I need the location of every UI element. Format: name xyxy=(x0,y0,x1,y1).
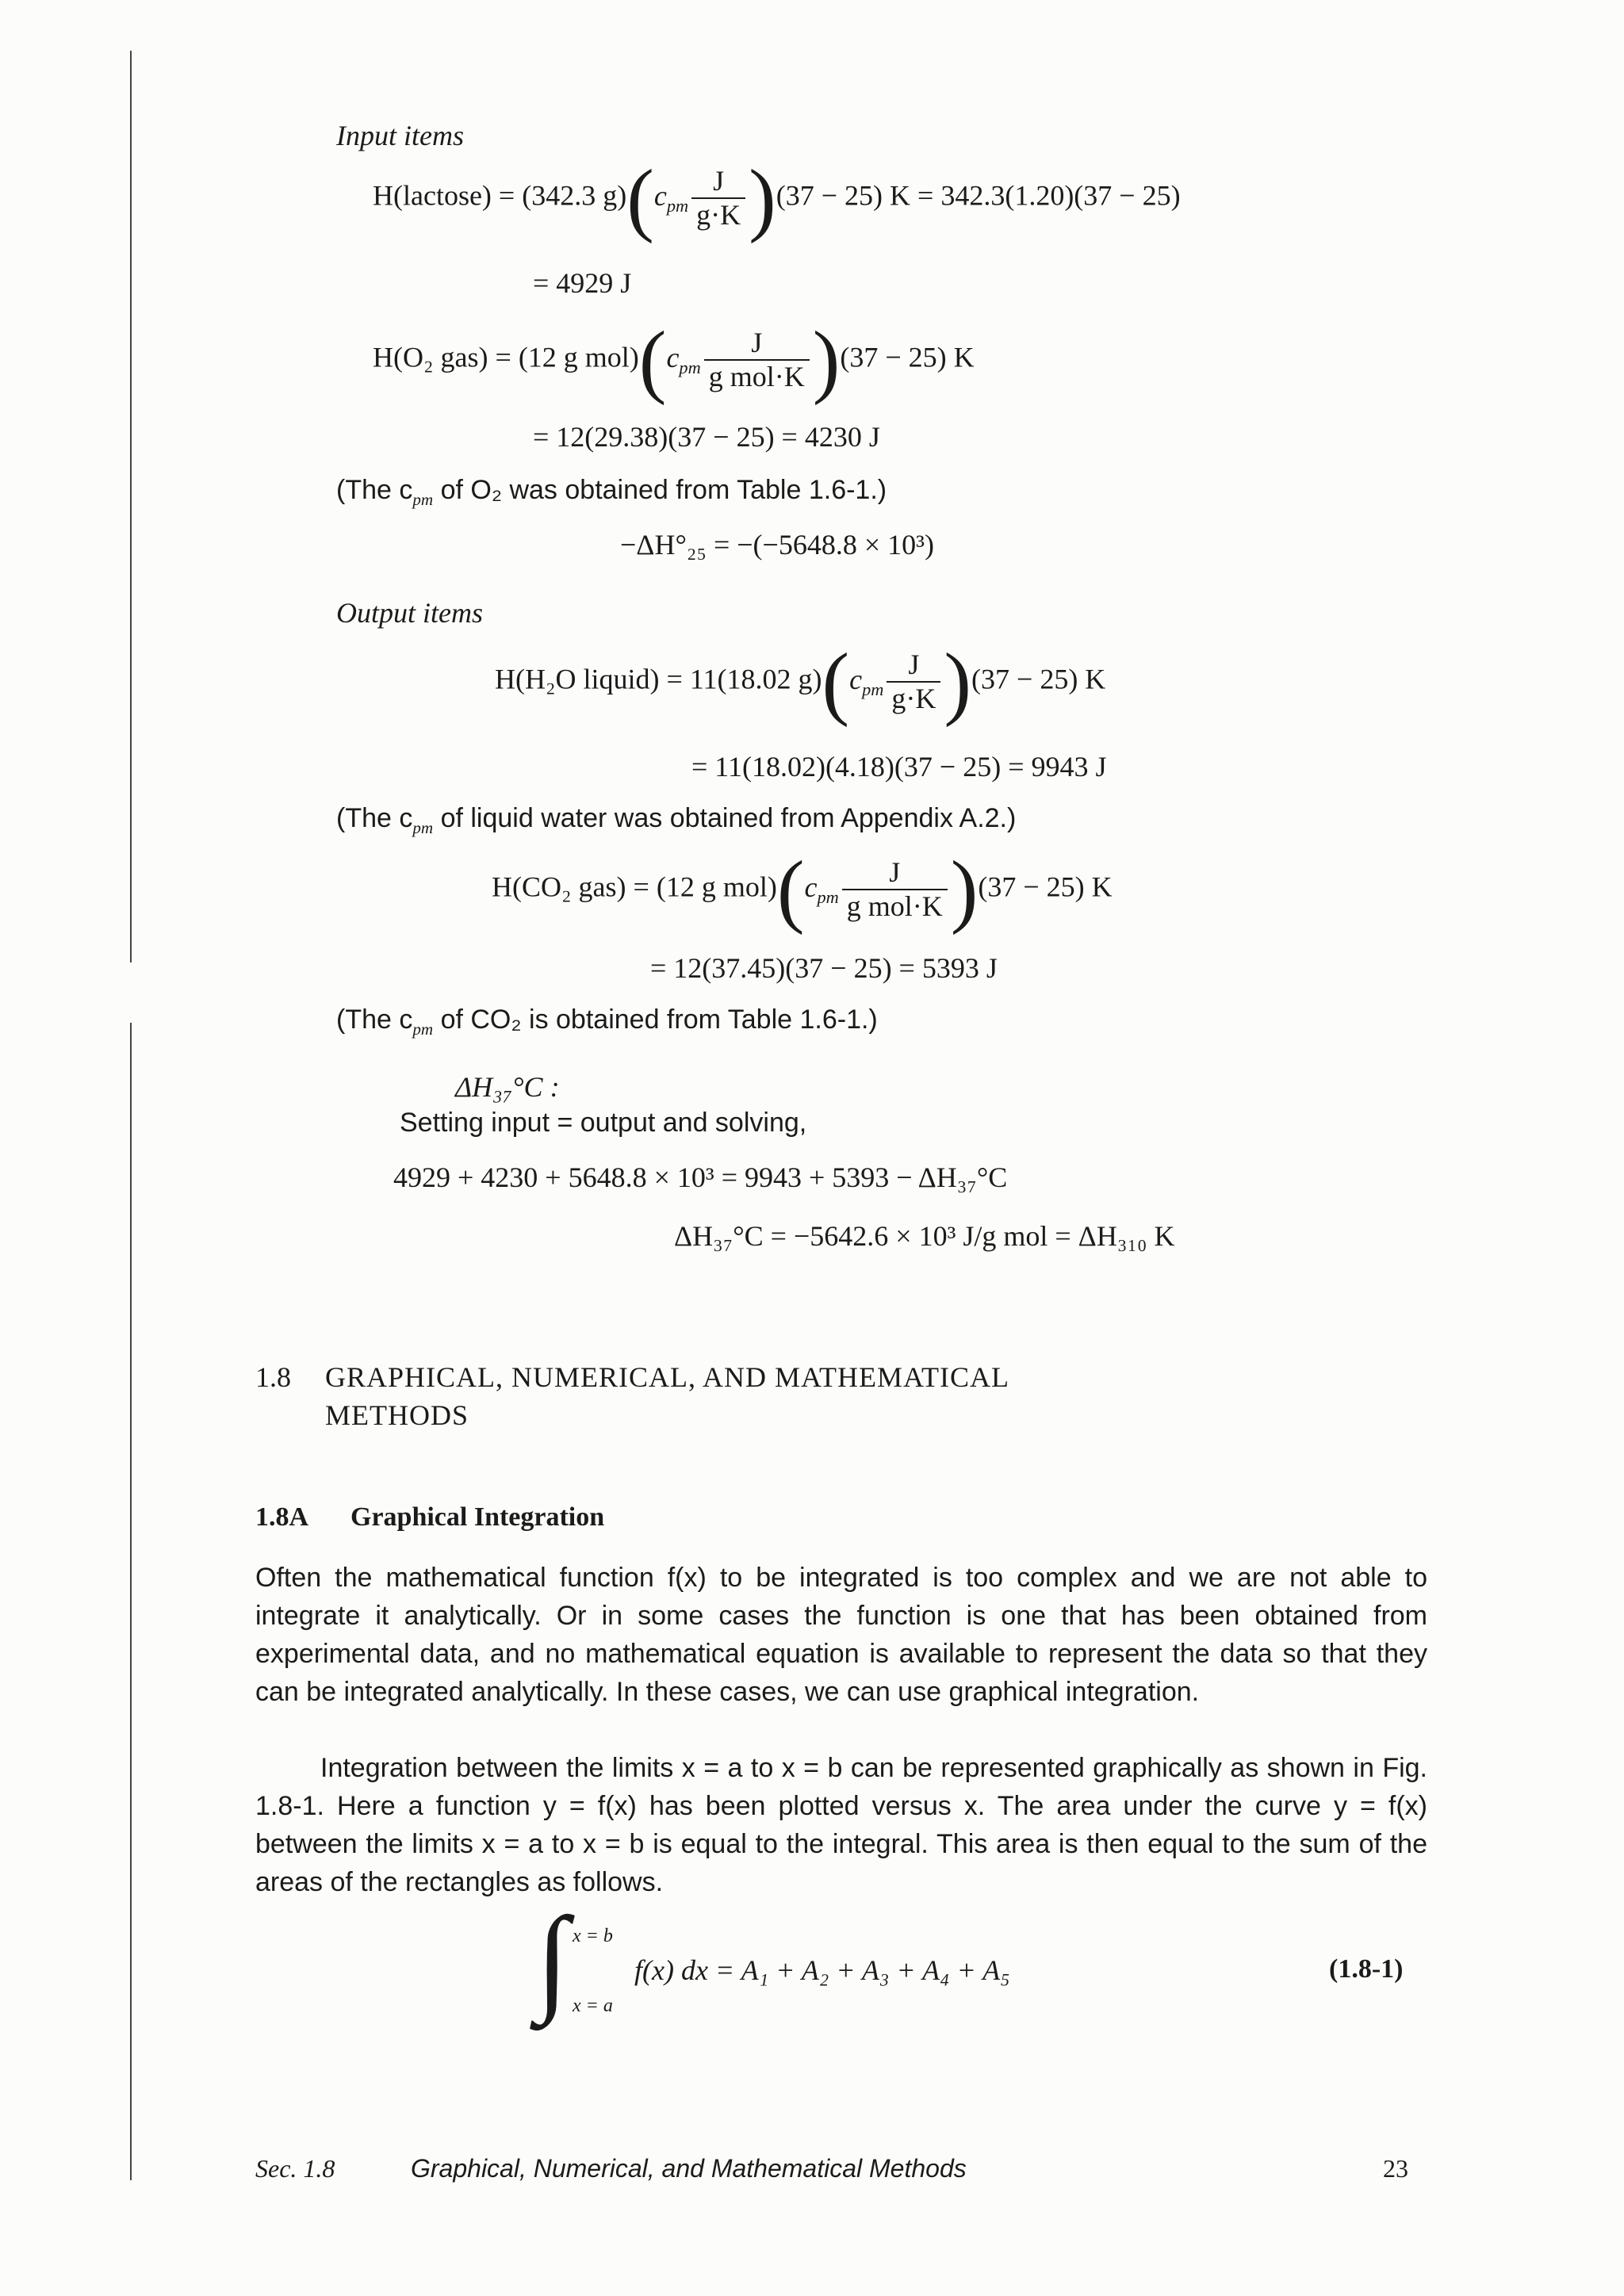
integral-lower-limit: x = a xyxy=(573,1996,613,2016)
section-title-line2: METHODS xyxy=(325,1399,469,1431)
o2-result: = 12(29.38)(37 − 25) = 4230 J xyxy=(533,421,880,453)
co2-note: (The $c_{pm}$ of CO₂ is obtained from Table 1.6-1.) xyxy=(336,1004,878,1039)
equation-h2o xyxy=(495,636,1106,728)
co2-lhs: H(CO₂ gas) = (12 g mol) xyxy=(492,871,777,903)
integral-body: f(x) dx = A₁ + A₂ + A₃ + A₄ + A₅ xyxy=(634,1954,1010,1986)
section-title-line1: GRAPHICAL, NUMERICAL, AND MATHEMATICAL xyxy=(325,1361,1010,1393)
cpm-symbol: $c_{pm}$ xyxy=(849,663,884,699)
cpm-symbol: $c_{pm}$ xyxy=(666,341,701,377)
paren-open: ( xyxy=(776,844,805,936)
fraction-j-per-gk: $\frac{J}{g\cdot K}$ xyxy=(887,649,940,716)
dh37-result: ΔH₃₇°C = −5642.6 × 10³ J/g mol = ΔH₃₁₀ K xyxy=(674,1220,1175,1252)
margin-rule-bottom xyxy=(130,1023,132,2180)
h2o-rhs: (37 − 25) K xyxy=(971,663,1106,695)
subsection-number: 1.8A xyxy=(255,1502,309,1532)
equation-co2 xyxy=(492,844,1113,936)
paren-close: ) xyxy=(749,152,776,244)
setting-line: Setting input = output and solving, xyxy=(400,1108,807,1138)
equation-lactose xyxy=(373,152,1181,244)
co2-rhs: (37 − 25) K xyxy=(978,871,1113,903)
paren-open: ( xyxy=(626,152,654,244)
equation-number: (1.8-1) xyxy=(1329,1954,1404,1984)
input-heading: Input items xyxy=(336,120,464,151)
paragraph-1: Often the mathematical function f(x) to be integrated is too complex and we are not able to integrate it analytically. Or in some cases the function is one that has been obtained from experimental data, and no mathematical equation is available to represent the data so that they can be integrated analytically. In these cases, we can use graphical integration. xyxy=(255,1563,1427,1707)
balance-equation: 4929 + 4230 + 5648.8 × 10³ = 9943 + 5393 − ΔH₃₇°C xyxy=(393,1161,1008,1193)
fraction-j-per-gk: $\frac{J}{g\cdot K}$ xyxy=(691,165,745,232)
equation-o2 xyxy=(373,314,975,406)
o2-note: (The $c_{pm}$ of O₂ was obtained from Table 1.6-1.) xyxy=(336,475,887,509)
margin-rule-top xyxy=(130,51,132,962)
paren-close: ) xyxy=(950,844,979,936)
fraction-j-per-gmolk: $\frac{J}{\text{g mol·K}}$ xyxy=(704,327,810,394)
lactose-lhs: H(lactose) = (342.3 g) xyxy=(373,179,627,212)
co2-result: = 12(37.45)(37 − 25) = 5393 J xyxy=(650,952,998,984)
paragraph-2: Integration between the limits x = a to x = b can be represented graphically as shown in Fig. 1.8-1. Here a function y = f(x) has been plotted versus x. The area under the curve y = f(x) between the limits x = a to x = b is equal to the integral. This area is then equal to the sum of the areas of the rectangles as follows. xyxy=(255,1753,1427,1897)
cpm-symbol: $c_{pm}$ xyxy=(804,871,839,907)
paren-close: ) xyxy=(944,636,972,728)
h2o-note: (The $c_{pm}$ of liquid water was obtained from Appendix A.2.) xyxy=(336,803,1017,837)
o2-lhs: H(O₂ gas) = (12 g mol) xyxy=(373,341,639,373)
paren-close: ) xyxy=(812,314,841,406)
cpm-symbol: $c_{pm}$ xyxy=(653,179,689,216)
footer-title: Graphical, Numerical, and Mathematical Methods xyxy=(411,2154,967,2183)
footer-section: Sec. 1.8 xyxy=(255,2154,335,2183)
delta-h25: −ΔH°₂₅ = −(−5648.8 × 10³) xyxy=(620,529,934,561)
page-number: 23 xyxy=(1383,2154,1408,2183)
integral-sign: ∫ xyxy=(536,1893,569,2025)
h2o-result: = 11(18.02)(4.18)(37 − 25) = 9943 J xyxy=(691,751,1107,783)
fraction-j-per-gmolk: $\frac{J}{\text{g mol·K}}$ xyxy=(842,856,948,924)
paren-open: ( xyxy=(822,636,850,728)
lactose-result: = 4929 J xyxy=(533,267,632,299)
dh37-label: ΔH₃₇°C : xyxy=(455,1071,560,1103)
subsection-title: Graphical Integration xyxy=(350,1502,605,1532)
paren-open: ( xyxy=(638,314,667,406)
section-number: 1.8 xyxy=(255,1361,291,1393)
o2-rhs: (37 − 25) K xyxy=(840,341,975,373)
integral-upper-limit: x = b xyxy=(573,1926,613,1946)
lactose-rhs: (37 − 25) K = 342.3(1.20)(37 − 25) xyxy=(776,179,1181,212)
output-heading: Output items xyxy=(336,597,483,629)
h2o-lhs: H(H₂O liquid) = 11(18.02 g) xyxy=(495,663,822,695)
